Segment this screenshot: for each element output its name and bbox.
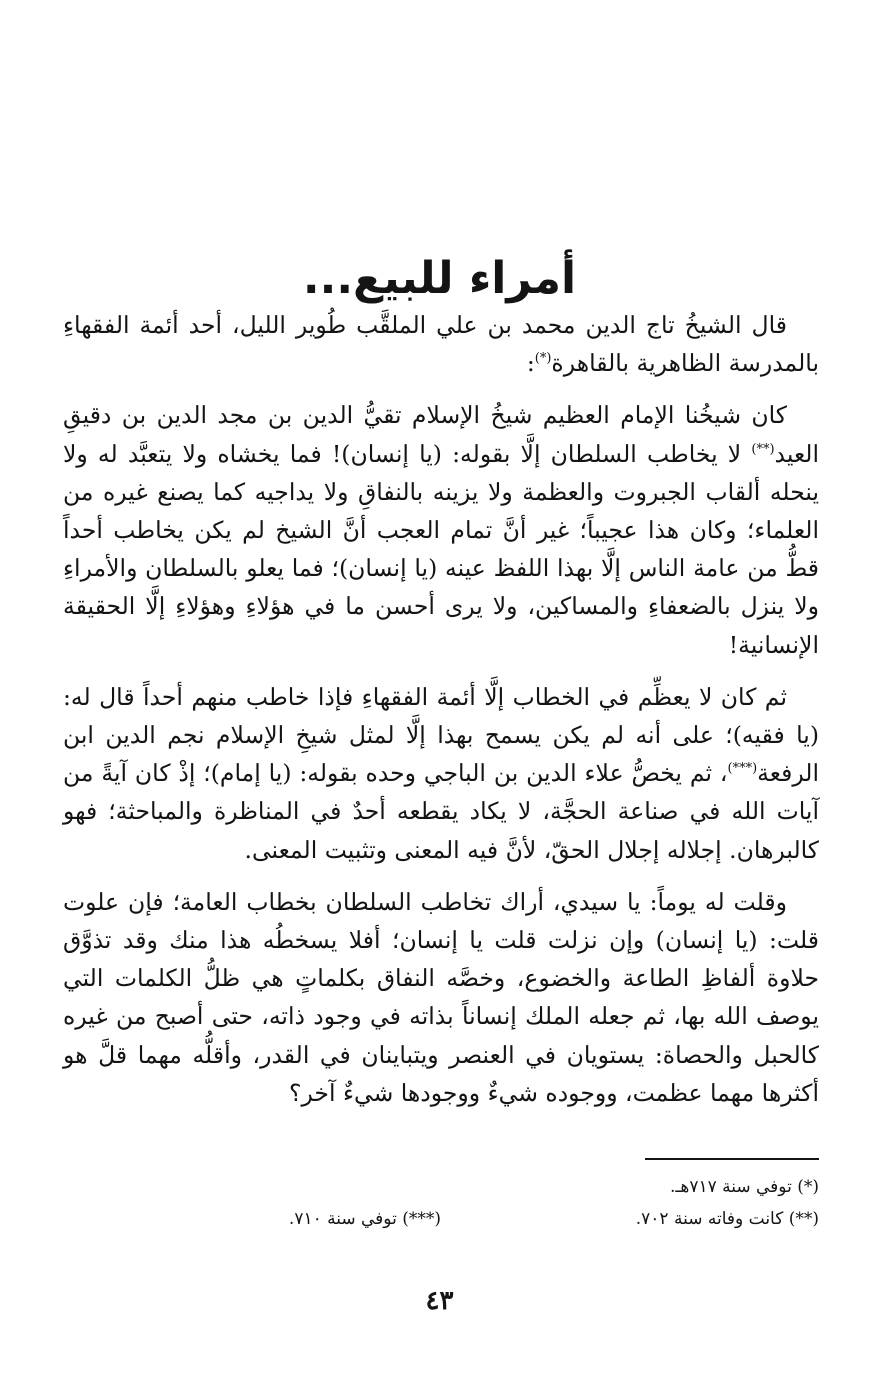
body-text: [63, 306, 819, 1126]
footnote-divider: [645, 1158, 819, 1160]
paragraph-1: قال الشيخُ تاج الدين محمد بن علي الملقَّب طُوير الليل، أحد أئمة الفقهاءِ بالمدرسة الظاهرية بالقاهرة(*):: [63, 311, 819, 378]
footnote-ref-3: (***): [727, 761, 758, 777]
chapter-title: أمراء للبيع...: [302, 253, 577, 305]
paragraph-2: كان شيخُنا الإمام العظيم شيخُ الإسلام تقيُّ الدين بن مجد الدين بن دقيقِ العيد(**) لا يخاطب السلطان إلَّا بقوله: (يا إنسان)! فما يخشاه ولا يتعبَّد له ولا ينحله ألقاب الجبروت والعظمة ولا يزينه بالنفاقِ ولا يداجيه كما يصنع غيره من العلماء؛ وكان هذا عجيباً؛ غير أنَّ تمام العجب أنَّ الشيخ لم يكن يخاطب أحداً قطُّ من عامة الناس إلَّا بهذا اللفظ عينه (يا إنسان)؛ فما يعلو بالسلطان والأمراءِ ولا ينزل بالضعفاءِ والمساكين، ولا يرى أحسن ما في هؤلاءِ وهؤلاءِ إلَّا الحقيقة الإنسانية!: [63, 401, 819, 659]
footnote-3: (***) توفي سنة ٧١٠.: [288, 1209, 441, 1229]
footnote-ref-1: (*): [534, 351, 552, 367]
footnotes: [63, 1171, 819, 1235]
paragraph-4: وقلت له يوماً: يا سيدي، أراك تخاطب السلطان بخطاب العامة؛ فإن علوت قلت: (يا إنسان) وإن نزلت قلت يا إنسان؛ أفلا يسخطُه هذا منك وقد تذوَّق حلاوة ألفاظِ الطاعة والخضوع، وخصَّه النفاق بكلماتٍ هي ظلُّ الكلمات التي يوصف الله بها، ثم جعله الملك إنساناً بذاته في وجود ذاته، حتى أصبح من غيره كالحبل والحصاة: يستويان في العنصر ويتباينان في القدر، وأقلُّه مهما قلَّ هو أكثرها مهما عظمت، ووجوده شيءٌ ووجودها شيءٌ آخر؟: [63, 887, 819, 1107]
page-number: ٤٣: [425, 1286, 454, 1316]
footnote-1: (*) توفي سنة ٧١٧هـ.: [669, 1177, 819, 1197]
paragraph-3: ثم كان لا يعظِّم في الخطاب إلَّا أئمة الفقهاءِ فإذا خاطب منهم أحداً قال له: (يا فقيه)؛ على أنه لم يكن يسمح بهذا إلَّا لمثل شيخِ الإسلام نجم الدين ابن الرفعة(***)، ثم يخصُّ علاء الدين بن الباجي وحده بقوله: (يا إمام)؛ إذْ كان آيةً من آيات الله في صناعة الحجَّة، لا يكاد يقطعه أحدٌ في المناظرة والمباحثة؛ فهو كالبرهان. إجلاله إجلال الحقّ، لأنَّ فيه المعنى وتثبيت المعنى.: [63, 682, 819, 864]
footnote-ref-2: (**): [751, 441, 775, 457]
footnote-2: (**) كانت وفاته سنة ٧٠٢.: [635, 1209, 819, 1229]
